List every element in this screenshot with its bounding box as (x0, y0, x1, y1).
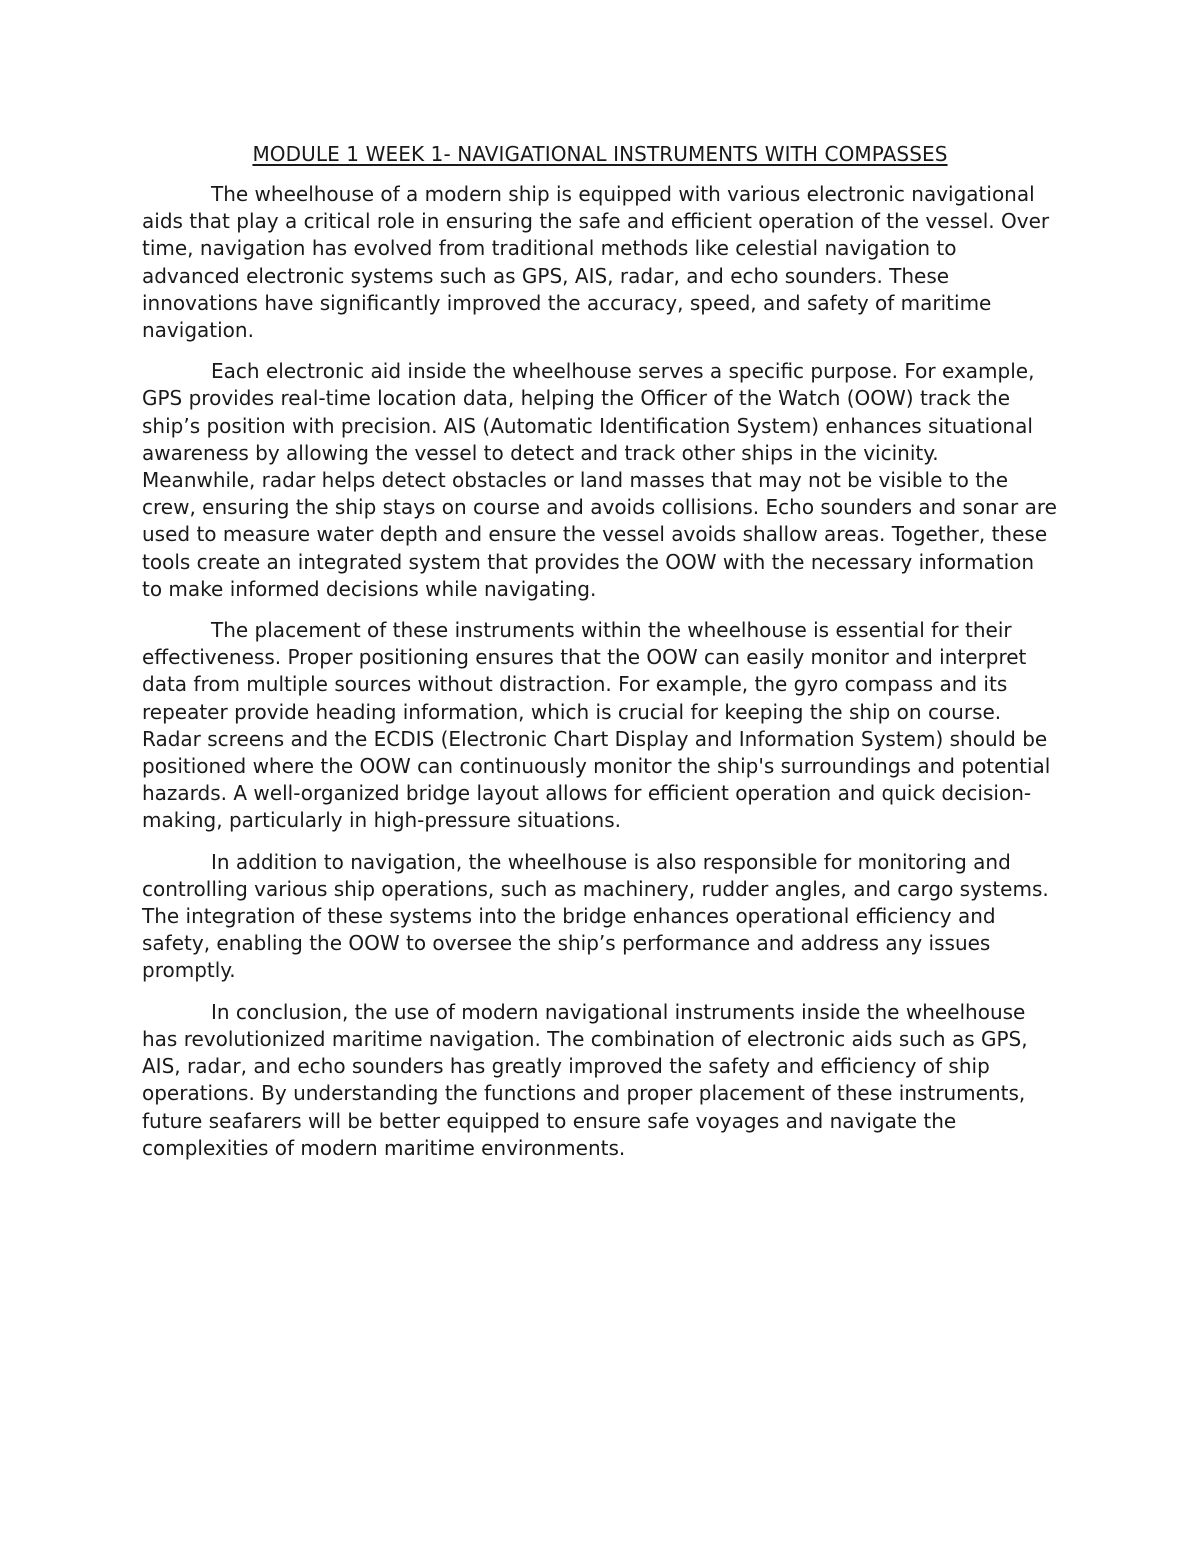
paragraph-instrument-placement: The placement of these instruments within the wheelhouse is essential for their effectiveness. Proper positioning ensures that the OOW can easily monitor and interpret data from multiple sources without distraction. For example, the gyro compass and its repeater provide heading information, which is crucial for keeping the ship on course. Radar screens and the ECDIS (Electronic Chart Display and Information System) should be positioned where the OOW can continuously monitor the ship's surroundings and potential hazards. A well-organized bridge layout allows for efficient operation and quick decision-making, particularly in high-pressure situations. (142, 618, 1051, 833)
paragraph-ship-operations: In addition to navigation, the wheelhouse is also responsible for monitoring and controlling various ship operations, such as machinery, rudder angles, and cargo systems. The integration of these systems into the bridge enhances operational efficiency and safety, enabling the OOW to oversee the ship’s performance and address any issues promptly. (142, 849, 1049, 983)
document-title: MODULE 1 WEEK 1- NAVIGATIONAL INSTRUMENTS WITH COMPASSES (252, 142, 948, 166)
paragraph-conclusion: In conclusion, the use of modern navigational instruments inside the wheelhouse has revolutionized maritime navigation. The combination of electronic aids such as GPS, AIS, radar, and echo sounders has greatly improved the safety and efficiency of ship operations. By understanding the functions and proper placement of these instruments, future seafarers will be better equipped to ensure safe voyages and navigate the complexities of modern maritime environments. (142, 999, 1028, 1160)
document-body (142, 140, 1058, 1176)
paragraph-intro: The wheelhouse of a modern ship is equipped with various electronic navigational aids that play a critical role in ensuring the safe and efficient operation of the vessel. Over time, navigation has evolved from traditional methods like celestial navigation to advanced electronic systems such as GPS, AIS, radar, and echo sounders. These innovations have significantly improved the accuracy, speed, and safety of maritime navigation. (142, 182, 1050, 343)
paragraph-electronic-aids: Each electronic aid inside the wheelhouse serves a specific purpose. For example, GPS provides real-time location data, helping the Officer of the Watch (OOW) track the ship’s position with precision. AIS (Automatic Identification System) enhances situational awareness by allowing the vessel to detect and track other ships in the vicinity. Meanwhile, radar helps detect obstacles or land masses that may not be visible to the crew, ensuring the ship stays on course and avoids collisions. Echo sounders and sonar are used to measure water depth and ensure the vessel avoids shallow areas. Together, these tools create an integrated system that provides the OOW with the necessary information to make informed decisions while navigating. (142, 359, 1057, 601)
